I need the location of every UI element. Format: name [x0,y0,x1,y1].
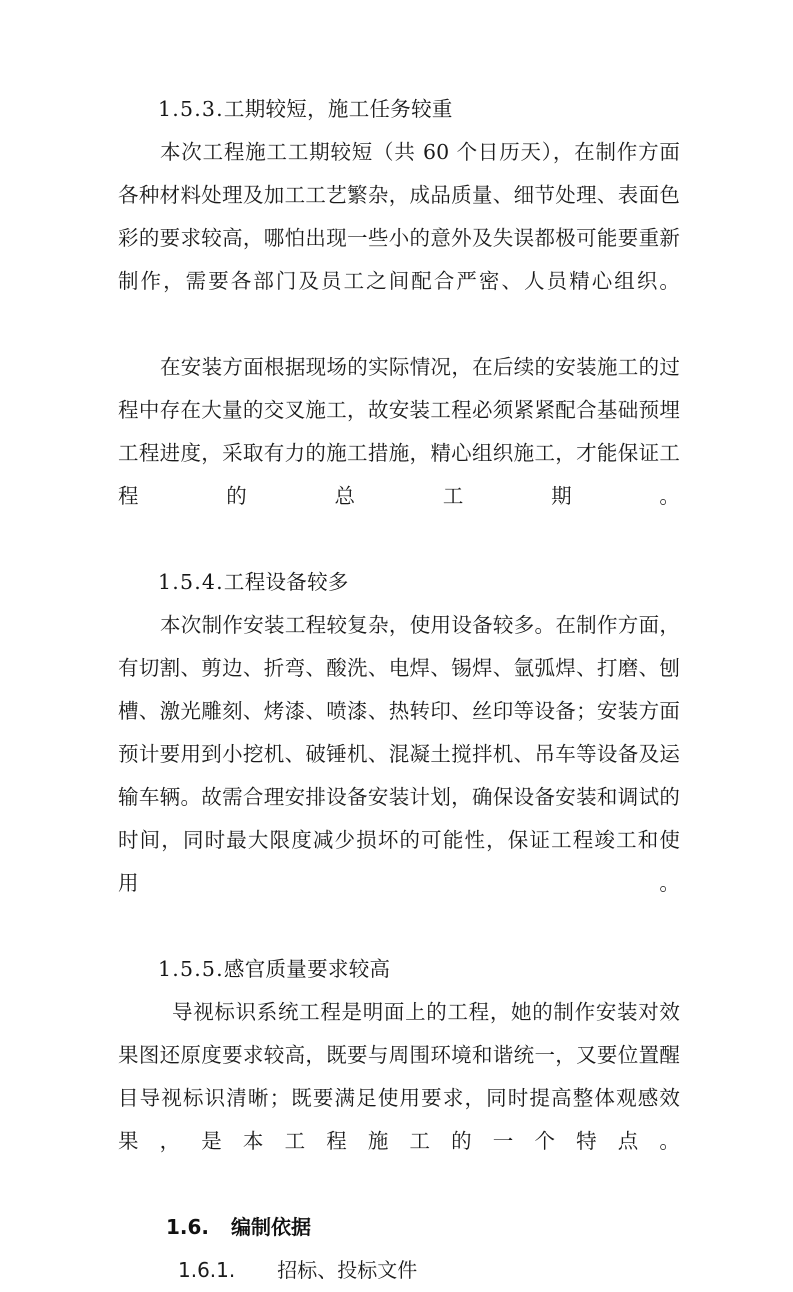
document-content [118,88,680,1292]
heading-1-6-1 [118,1249,680,1292]
heading-1-5-5-number: 1.5.5. [158,957,224,981]
heading-1-5-4-number: 1.5.4. [158,570,224,594]
heading-1-5-5-text: 感官质量要求较高 [223,957,391,981]
heading-1-6-text: 编制依据 [231,1215,312,1239]
heading-1-5-5 [118,948,680,991]
heading-1-5-4 [118,561,680,604]
heading-1-6-1-text: 招标、投标文件 [277,1258,418,1282]
heading-1-5-3-text: 工期较短，施工任务较重 [223,97,453,121]
heading-1-6-1-number: 1.6.1. [178,1258,236,1282]
heading-1-6 [118,1206,680,1249]
paragraph-1-5-3-b: 在安装方面根据现场的实际情况，在后续的安装施工的过程中存在大量的交叉施工，故安装工程必须紧紧配合基础预埋工程进度，采取有力的施工措施，精心组织施工，才能保证工程的总工期。 [118,355,680,508]
heading-1-5-4-text: 工程设备较多 [223,570,349,594]
paragraph-1-5-5-a: 导视标识系统工程是明面上的工程，她的制作安装对效果图还原度要求较高，既要与周围环境和谐统一，又要位置醒目导视标识清晰；既要满足使用要求，同时提高整体观感效果，是本工程施工的一个特点。 [118,1000,680,1153]
heading-1-5-3-number: 1.5.3. [158,97,224,121]
paragraph-1-5-3-a: 本次工程施工工期较短（共 60 个日历天），在制作方面各种材料处理及加工工艺繁杂，成品质量、细节处理、表面色彩的要求较高，哪怕出现一些小的意外及失误都极可能要重新制作，需要各部门及员工之间配合严密、人员精心组织。 [118,140,680,293]
paragraph-1-5-4-a: 本次制作安装工程较复杂，使用设备较多。在制作方面，有切割、剪边、折弯、酸洗、电焊、锡焊、氩弧焊、打磨、刨槽、激光雕刻、烤漆、喷漆、热转印、丝印等设备；安装方面预计要用到小挖机、破锤机、混凝土搅拌机、吊车等设备及运输车辆。故需合理安排设备安装计划，确保设备安装和调试的时间，同时最大限度减少损坏的可能性，保证工程竣工和使用。 [118,613,680,895]
heading-1-6-number: 1.6. [166,1215,210,1239]
heading-1-5-3 [118,88,680,131]
